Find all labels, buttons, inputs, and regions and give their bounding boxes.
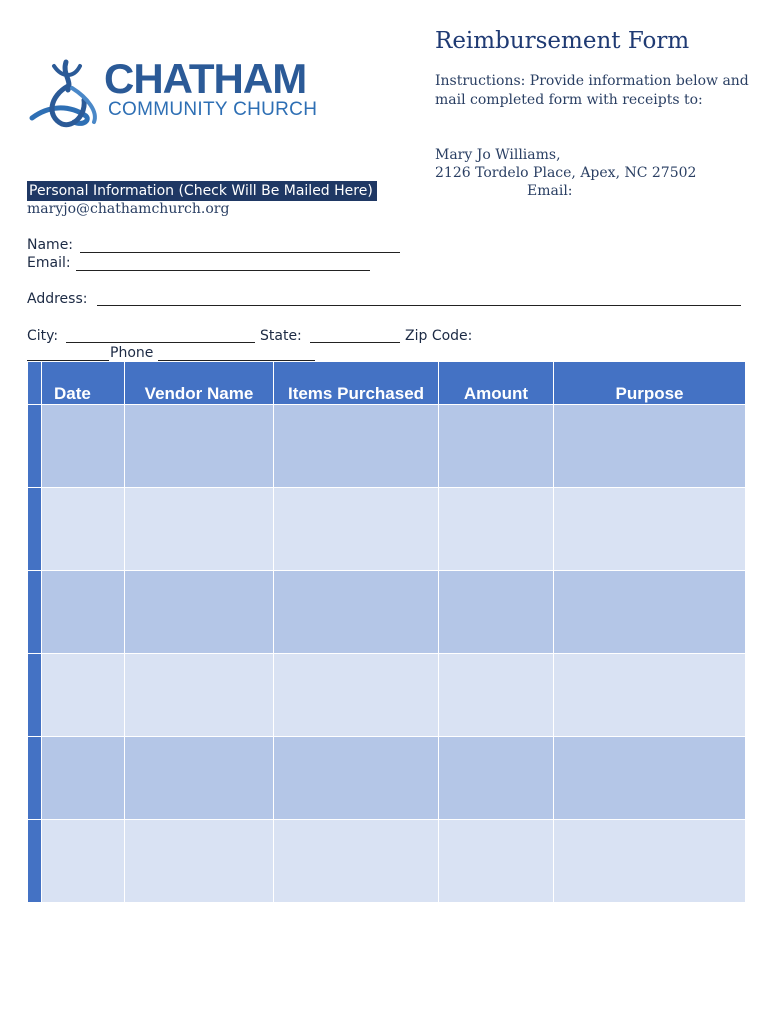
- church-logo: [28, 56, 348, 136]
- table-header-row: [28, 362, 746, 405]
- phone-label: Phone: [110, 345, 154, 361]
- table-row: [28, 405, 746, 488]
- purpose-cell[interactable]: [554, 488, 746, 571]
- vendor-cell[interactable]: [125, 571, 274, 654]
- column-header-date: Date: [42, 362, 125, 405]
- purpose-cell[interactable]: [554, 820, 746, 903]
- date-cell[interactable]: [42, 820, 125, 903]
- amount-cell[interactable]: [439, 820, 554, 903]
- row-marker: [28, 488, 42, 571]
- column-header-items: Items Purchased: [274, 362, 439, 405]
- email-label: Email:: [27, 255, 71, 271]
- date-cell[interactable]: [42, 654, 125, 737]
- personal-info-heading: Personal Information (Check Will Be Mailed Here): [27, 181, 377, 201]
- date-cell[interactable]: [42, 571, 125, 654]
- date-cell[interactable]: [42, 405, 125, 488]
- table-row: [28, 737, 746, 820]
- purpose-cell[interactable]: [554, 654, 746, 737]
- logo-subtitle: COMMUNITY CHURCH: [108, 99, 318, 120]
- zip-label: Zip Code:: [405, 328, 473, 344]
- column-header-vendor: Vendor Name: [125, 362, 274, 405]
- expense-table: [27, 362, 746, 903]
- amount-cell[interactable]: [439, 737, 554, 820]
- vendor-cell[interactable]: [125, 820, 274, 903]
- table-row: [28, 820, 746, 903]
- vendor-cell[interactable]: [125, 405, 274, 488]
- date-cell[interactable]: [42, 737, 125, 820]
- row-marker: [28, 820, 42, 903]
- purpose-cell[interactable]: [554, 571, 746, 654]
- column-header-purpose: Purpose: [554, 362, 746, 405]
- items-cell[interactable]: [274, 737, 439, 820]
- amount-cell[interactable]: [439, 405, 554, 488]
- amount-cell[interactable]: [439, 654, 554, 737]
- phone-field-left[interactable]: [27, 360, 109, 361]
- address-label: Address:: [27, 291, 88, 307]
- phone-field-right[interactable]: [158, 360, 315, 361]
- vendor-cell[interactable]: [125, 488, 274, 571]
- table-row: [28, 654, 746, 737]
- form-title: Reimbursement Form: [435, 28, 690, 54]
- recipient-email-label: Email:: [527, 183, 573, 199]
- amount-cell[interactable]: [439, 488, 554, 571]
- row-marker: [28, 571, 42, 654]
- vendor-cell[interactable]: [125, 654, 274, 737]
- vendor-cell[interactable]: [125, 737, 274, 820]
- table-header-marker: [28, 362, 42, 405]
- amount-cell[interactable]: [439, 571, 554, 654]
- purpose-cell[interactable]: [554, 737, 746, 820]
- cross-emblem-icon: [28, 56, 108, 136]
- items-cell[interactable]: [274, 571, 439, 654]
- state-field[interactable]: [310, 342, 400, 343]
- purpose-cell[interactable]: [554, 405, 746, 488]
- recipient-name: Mary Jo Williams,: [435, 147, 561, 163]
- table-row: [28, 571, 746, 654]
- name-field[interactable]: [80, 252, 400, 253]
- email-field[interactable]: [76, 270, 370, 271]
- name-label: Name:: [27, 237, 74, 253]
- row-marker: [28, 654, 42, 737]
- personal-email[interactable]: maryjo@chathamchurch.org: [27, 201, 230, 217]
- items-cell[interactable]: [274, 488, 439, 571]
- items-cell[interactable]: [274, 405, 439, 488]
- city-field[interactable]: [66, 342, 255, 343]
- logo-name: CHATHAM: [104, 55, 307, 102]
- row-marker: [28, 405, 42, 488]
- instructions-text: Instructions: Provide information below and mail completed form with receipts to:: [435, 73, 749, 108]
- items-cell[interactable]: [274, 654, 439, 737]
- row-marker: [28, 737, 42, 820]
- table-row: [28, 488, 746, 571]
- date-cell[interactable]: [42, 488, 125, 571]
- state-label: State:: [260, 328, 302, 344]
- mailing-address: [435, 146, 696, 200]
- city-label: City:: [27, 328, 59, 344]
- column-header-amount: Amount: [439, 362, 554, 405]
- items-cell[interactable]: [274, 820, 439, 903]
- recipient-address: 2126 Tordelo Place, Apex, NC 27502: [435, 165, 697, 181]
- address-field[interactable]: [97, 305, 741, 306]
